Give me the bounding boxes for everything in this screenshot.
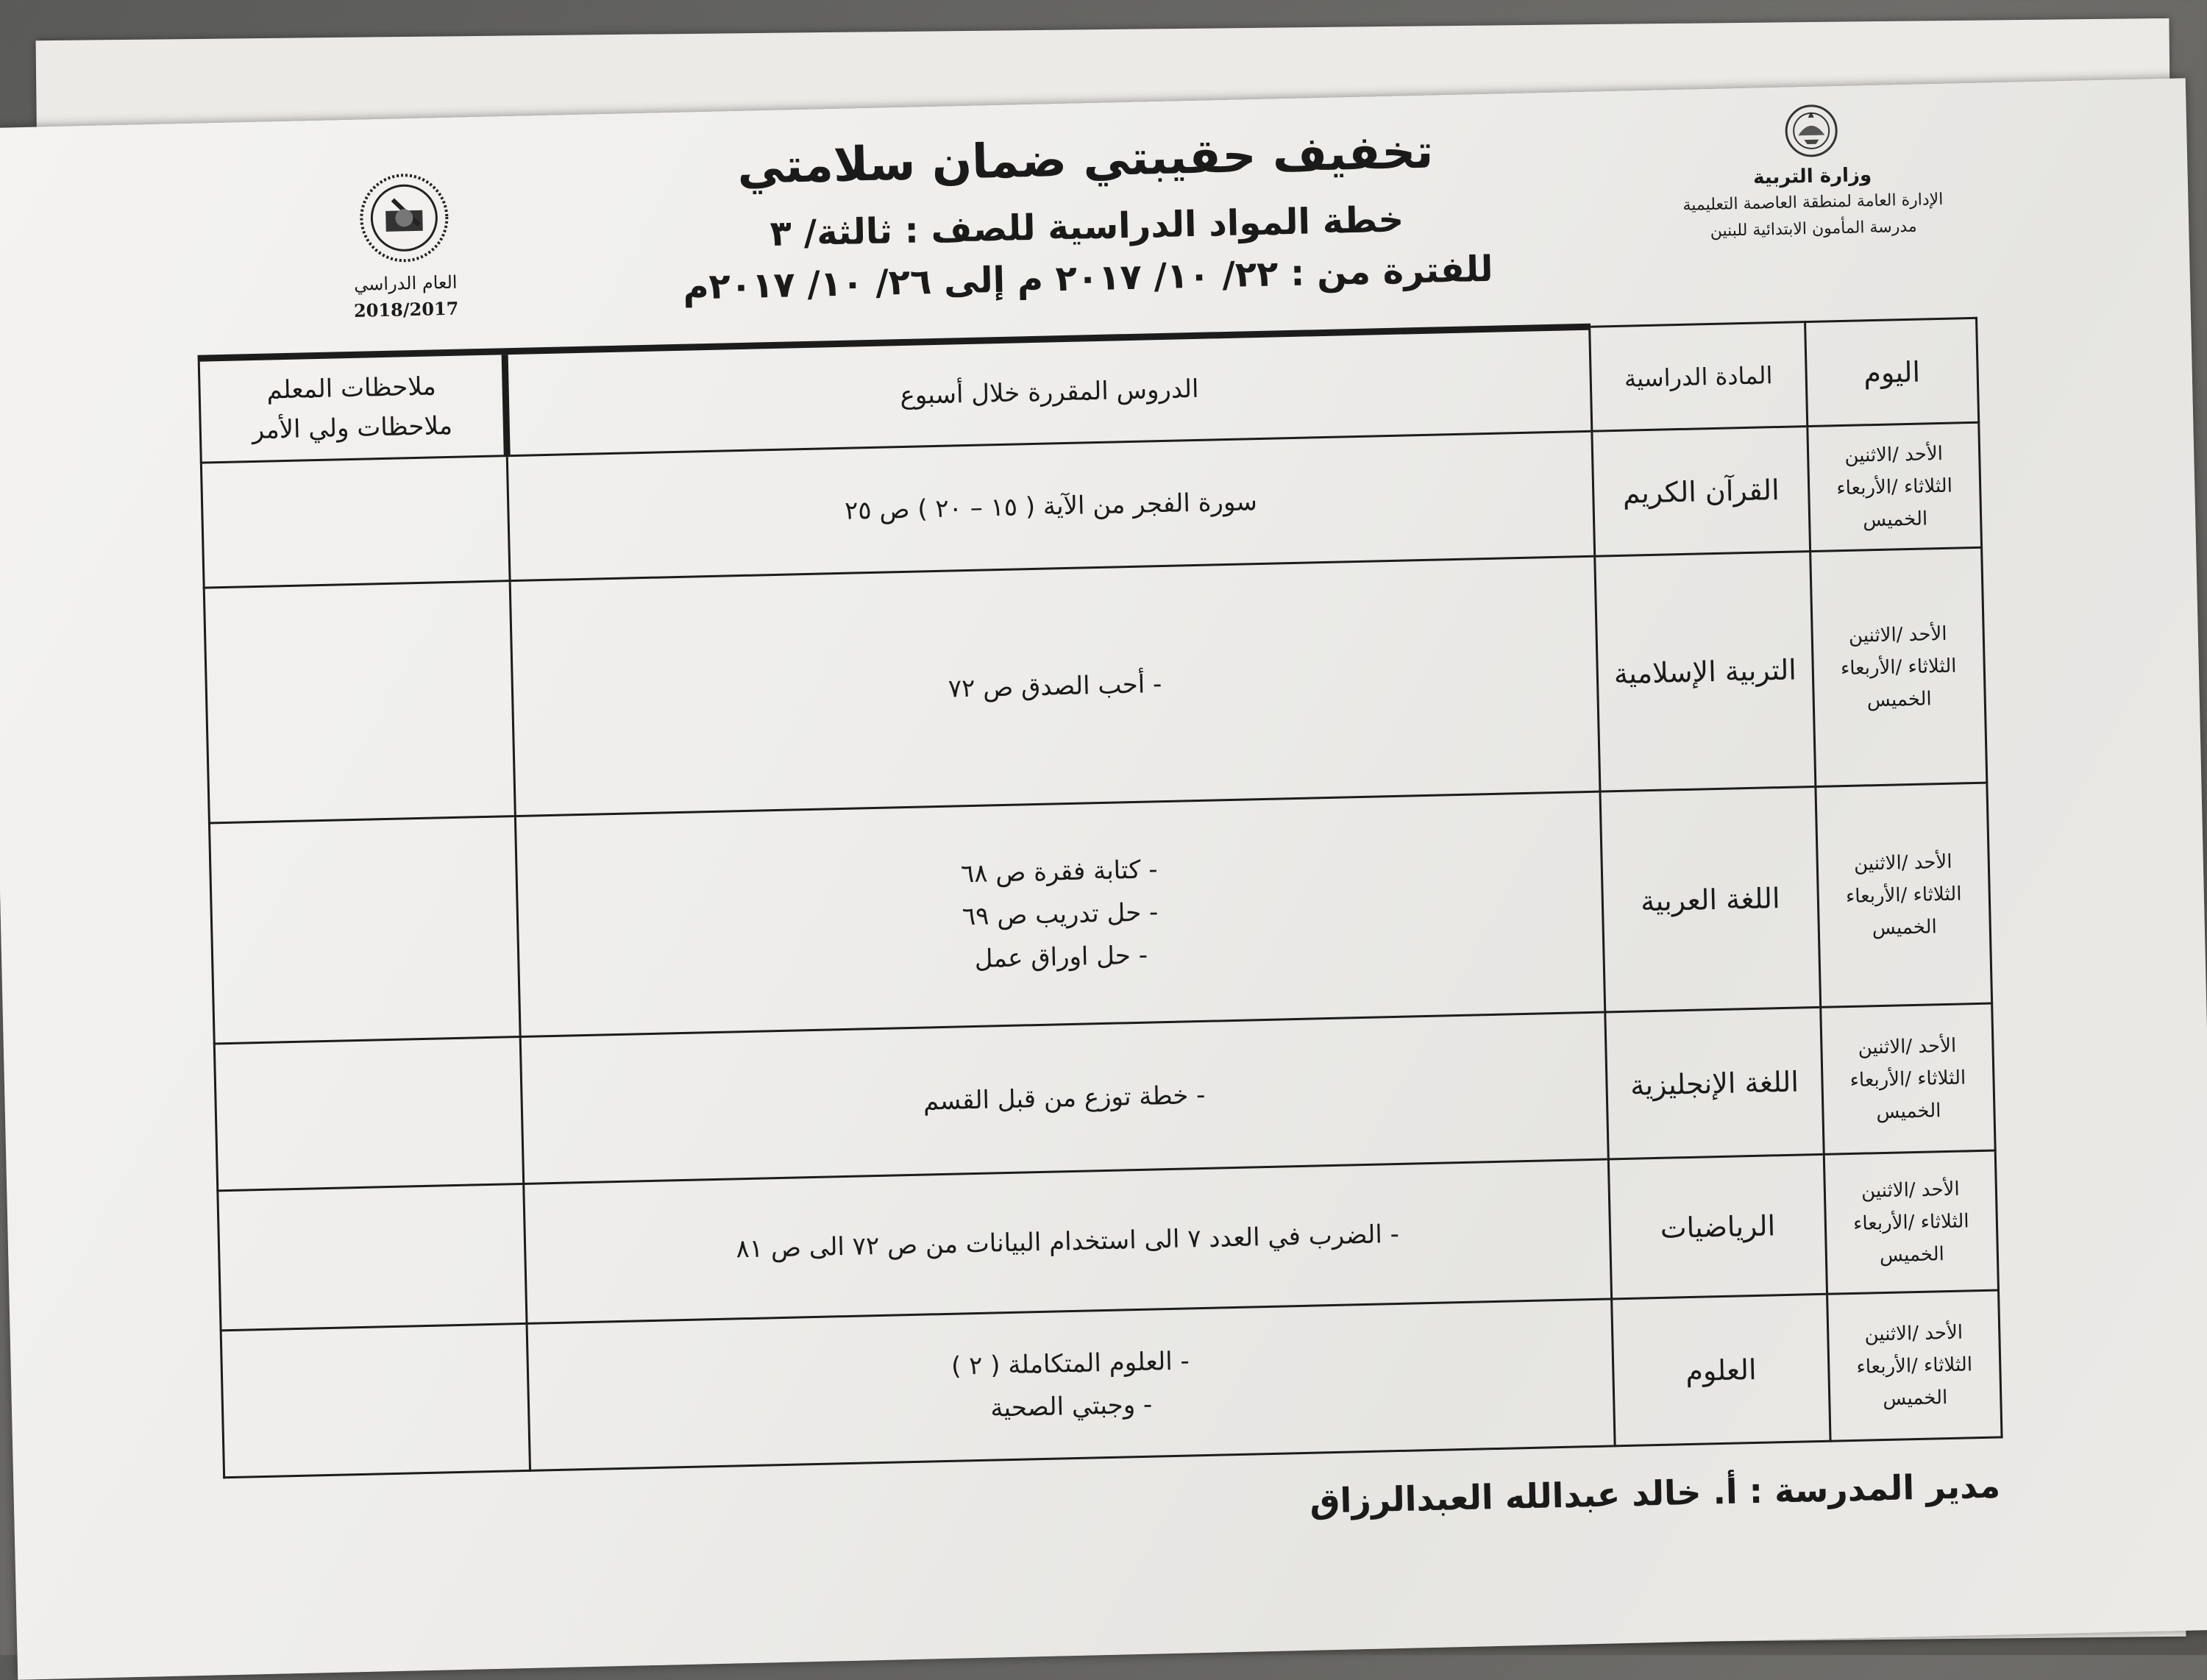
day-cell: الأحد /الاثنين الثلاثاء /الأربعاء الخميس [1821,1003,1995,1154]
subject-cell: اللغة الإنجليزية [1605,1007,1824,1159]
school-year-value: 2018/2017 [353,297,459,321]
subject-cell: القرآن الكريم [1592,427,1810,557]
subject-cell: التربية الإسلامية [1595,552,1816,792]
lessons-cell: - العلوم المتكاملة ( ٢ ) - وجبتي الصحية [527,1299,1615,1470]
subject-cell: اللغة العربية [1600,786,1821,1012]
lessons-cell: - الضرب في العدد ٧ الى استخدام البيانات من ص ٧٢ الى ص ٨١ [524,1159,1612,1323]
lessons-cell: سورة الفجر من الآية ( ١٥ – ٢٠ ) ص ٢٥ [507,431,1594,580]
plan-period: للفترة من : ٢٢/ ١٠/ ٢٠١٧ م إلى ٢٦/ ١٠/ ٢٠١٧م [682,248,1494,308]
plan-subtitle: خطة المواد الدراسية للصف : ثالثة/ ٣ [770,199,1404,255]
table-row [209,783,1991,1044]
header-notes [199,352,507,463]
document-sheet [0,78,2207,1679]
header-teacher-notes: ملاحظات المعلم [266,371,437,405]
lessons-cell: - أحب الصدق ص ٧٢ [510,556,1600,816]
subject-cell: الرياضيات [1608,1154,1827,1299]
notes-cell [204,581,515,823]
weekly-plan-table [198,315,2003,1479]
notes-cell [209,816,520,1044]
ministry-name: وزارة التربية [1752,164,1872,189]
day-cell: الأحد /الاثنين الثلاثاء /الأربعاء الخميس [1808,422,1982,551]
notes-cell [214,1036,523,1190]
page-title: تخفيف حقيبتي ضمان سلامتي [736,124,1435,195]
header-subject: المادة الدراسية [1590,322,1808,432]
day-cell: الأحد /الاثنين الثلاثاء /الأربعاء الخميس [1816,783,1992,1007]
subject-cell: العلوم [1612,1294,1830,1446]
principal-signature-line: مدير المدرسة : أ. خالد عبدالله العبدالرزاق [1309,1465,2001,1521]
lessons-cell: - خطة توزع من قبل القسم [520,1012,1608,1184]
notes-cell [221,1323,530,1477]
header-parent-notes: ملاحظات ولي الأمر [252,410,453,446]
header-day: اليوم [1805,318,1979,426]
school-year-label: العام الدراسي [353,271,458,295]
day-cell: الأحد /الاثنين الثلاثاء /الأربعاء الخميس [1810,547,1987,786]
day-cell: الأحد /الاثنين الثلاثاء /الأربعاء الخميس [1824,1150,1998,1294]
day-cell: الأحد /الاثنين الثلاثاء /الأربعاء الخميس [1827,1290,2002,1441]
directorate-name: الإدارة العامة لمنطقة العاصمة التعليمية [1682,190,1944,215]
notes-cell [201,456,510,588]
notes-cell [218,1184,527,1330]
school-name: مدرسة المأمون الابتدائية للبنين [1710,217,1917,241]
lessons-cell: - كتابة فقرة ص ٦٨ - حل تدريب ص ٦٩ - حل اوراق عمل [515,791,1604,1036]
header-lessons: الدروس المقررة خلال أسبوع [505,327,1592,455]
table-row [204,547,1987,823]
